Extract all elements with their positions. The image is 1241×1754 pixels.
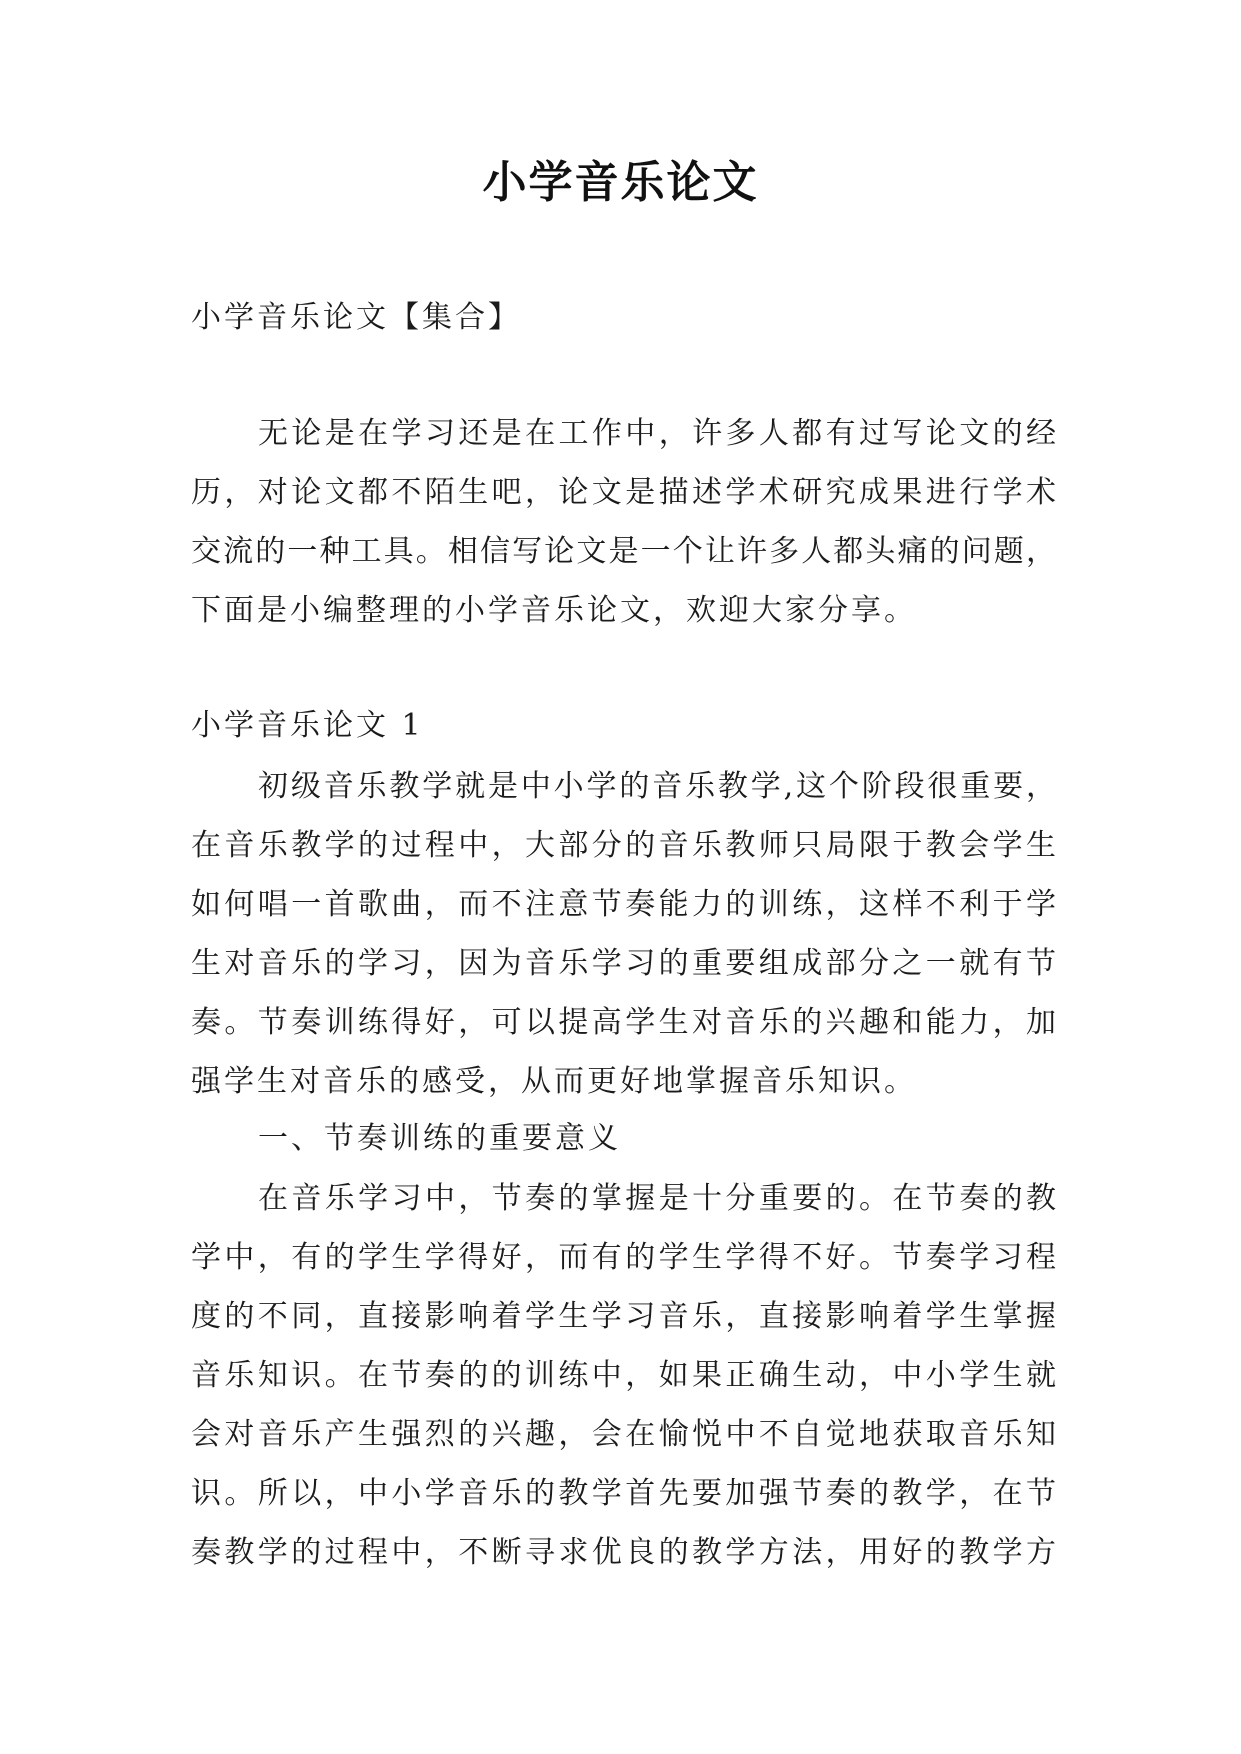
- section-heading-block: [191, 696, 1057, 755]
- paragraph-line: 音乐知识。在节奏的的训练中，如果正确生动，中小学生就: [191, 1358, 1057, 1393]
- section-subheading-block: [191, 1109, 1057, 1168]
- section-heading: 小学音乐论文 1: [191, 708, 424, 743]
- paragraph-line: 初级音乐教学就是中小学的音乐教学,这个阶段很重要，: [258, 769, 1057, 804]
- paragraph-line: 交流的一种工具。相信写论文是一个让许多人都头痛的问题，: [191, 534, 1057, 569]
- paragraph-line: 在音乐学习中，节奏的掌握是十分重要的。在节奏的教: [258, 1181, 1057, 1216]
- intro-paragraph: [191, 404, 1057, 640]
- paragraph-line: 在音乐教学的过程中，大部分的音乐教师只局限于教会学生: [191, 828, 1057, 863]
- document-subtitle-block: [191, 288, 1057, 347]
- paragraph-line: 历，对论文都不陌生吧，论文是描述学术研究成果进行学术: [191, 475, 1057, 510]
- paragraph-line: 强学生对音乐的感受，从而更好地掌握音乐知识。: [191, 1064, 917, 1099]
- paragraph-line: 学中，有的学生学得好，而有的学生学得不好。节奏学习程: [191, 1240, 1057, 1275]
- paragraph-line: 生对音乐的学习，因为音乐学习的重要组成部分之一就有节: [191, 946, 1057, 981]
- paragraph-line: 奏教学的过程中，不断寻求优良的教学方法，用好的教学方: [191, 1535, 1057, 1570]
- section-paragraph-2: [191, 1169, 1057, 1582]
- paragraph-line: 度的不同，直接影响着学生学习音乐，直接影响着学生掌握: [191, 1299, 1057, 1334]
- section-paragraph-1: [191, 757, 1057, 1111]
- document-subtitle: 小学音乐论文【集合】: [191, 300, 521, 335]
- paragraph-line: 如何唱一首歌曲，而不注意节奏能力的训练，这样不利于学: [191, 887, 1057, 922]
- section-subheading: 一、节奏训练的重要意义: [258, 1121, 621, 1156]
- paragraph-line: 识。所以，中小学音乐的教学首先要加强节奏的教学，在节: [191, 1476, 1057, 1511]
- paragraph-line: 无论是在学习还是在工作中，许多人都有过写论文的经: [258, 416, 1057, 451]
- paragraph-line: 奏。节奏训练得好，可以提高学生对音乐的兴趣和能力，加: [191, 1005, 1057, 1040]
- paragraph-line: 下面是小编整理的小学音乐论文，欢迎大家分享。: [191, 593, 917, 628]
- document-title: 小学音乐论文: [482, 157, 759, 208]
- paragraph-line: 会对音乐产生强烈的兴趣，会在愉悦中不自觉地获取音乐知: [191, 1417, 1057, 1452]
